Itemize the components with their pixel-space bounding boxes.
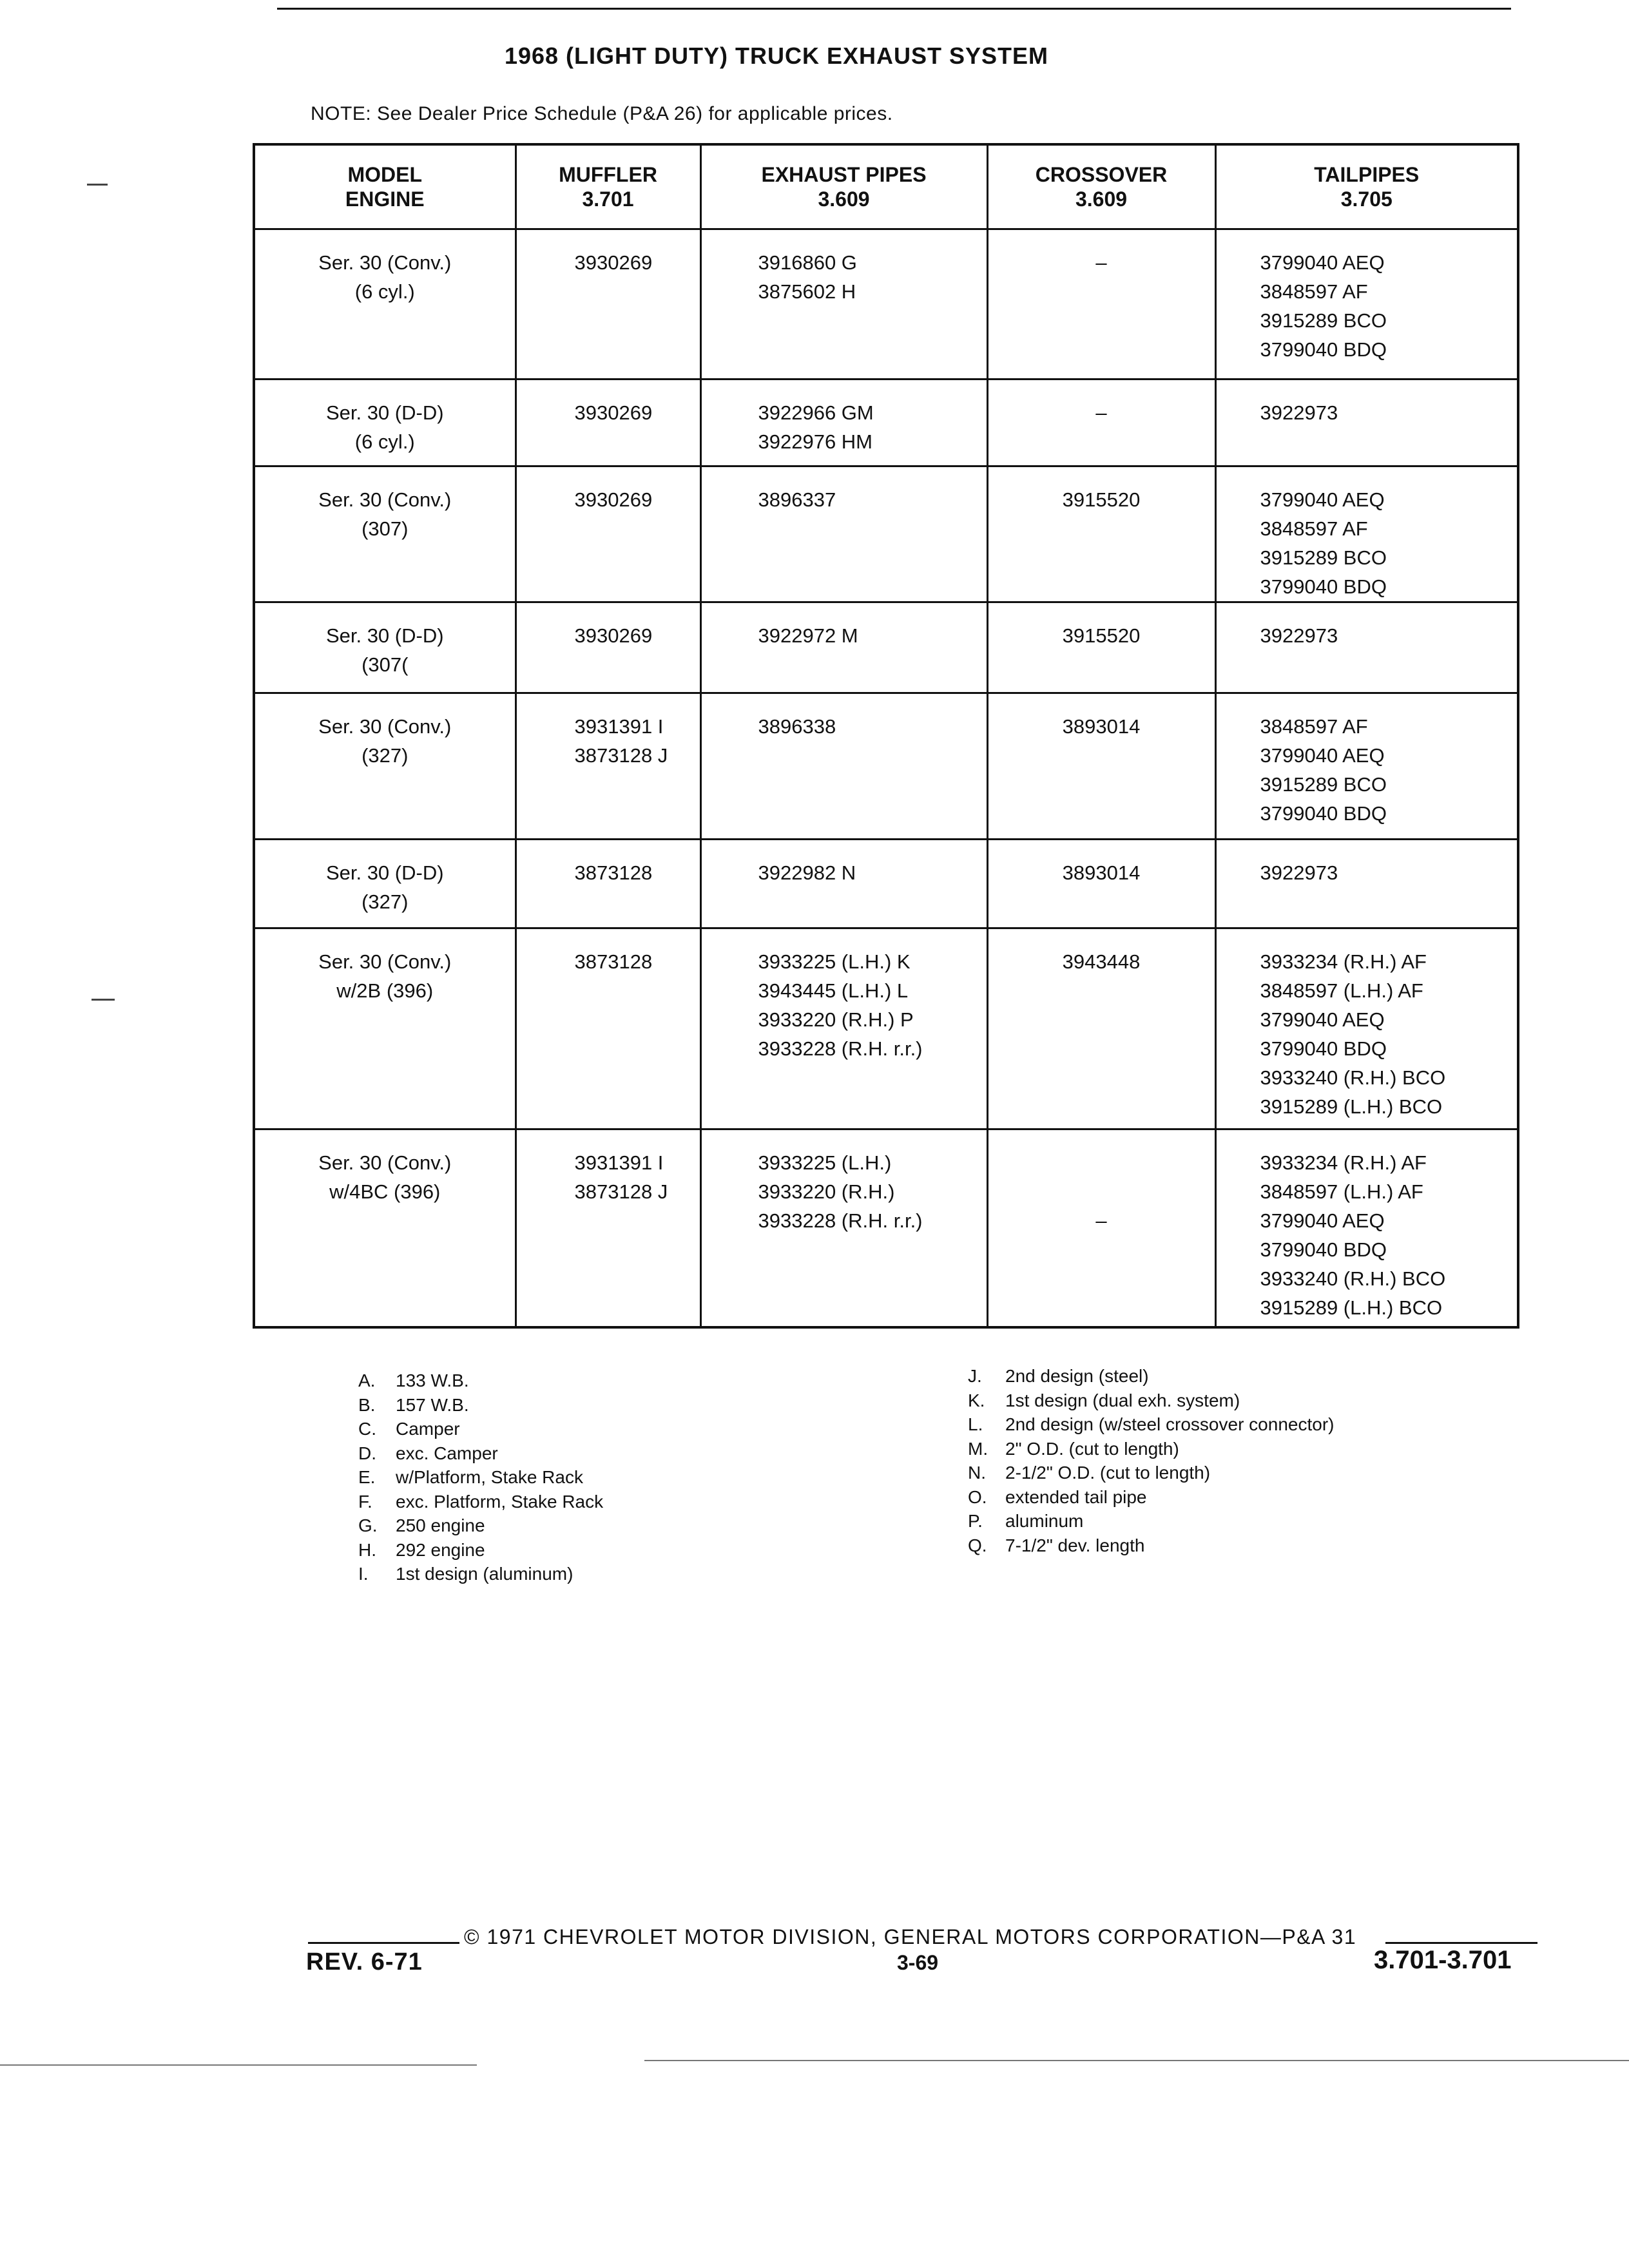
cell-line: 3930269 [574, 488, 653, 511]
cell-line: 3933228 (R.H. r.r.) [758, 1037, 923, 1060]
legend-letter: F. [358, 1491, 372, 1512]
crossover-cell [987, 928, 1215, 1129]
tailpipes-cell [1215, 928, 1518, 1129]
crossover-cell [987, 380, 1215, 466]
legend-item [968, 1364, 1334, 1389]
tailpipes-cell [1215, 693, 1518, 840]
tailpipes-cell [1215, 380, 1518, 466]
column-header: MUFFLER 3.701 [516, 144, 700, 229]
cell-line: 3799040 AEQ [1260, 251, 1385, 274]
page-number: 3-69 [897, 1951, 939, 1974]
legend-text: w/Platform, Stake Rack [396, 1467, 583, 1487]
cell-line [988, 1177, 1215, 1206]
legend-letter: A. [358, 1370, 376, 1390]
crossover-cell [987, 229, 1215, 380]
cell-line: 3922976 HM [758, 430, 873, 453]
legend-item [358, 1369, 603, 1393]
cell-line: – [1095, 251, 1107, 274]
cell-line: Ser. 30 (D-D) [325, 624, 444, 647]
table-row [254, 840, 1518, 928]
legend-item [968, 1533, 1334, 1558]
muffler-cell [516, 380, 700, 466]
legend-text: 2" O.D. (cut to length) [1005, 1438, 1179, 1459]
tailpipes-cell [1215, 466, 1518, 602]
footer-rule-right [1385, 1942, 1537, 1944]
cell-line: 3922972 M [758, 624, 858, 647]
cell-line: 3799040 BDQ [1260, 575, 1387, 598]
cell-line: 3933225 (L.H.) K [758, 950, 911, 973]
cell-line: 3930269 [574, 624, 653, 647]
model-cell [254, 693, 516, 840]
muffler-cell [516, 928, 700, 1129]
cell-line: (6 cyl.) [354, 280, 415, 303]
page-title: 1968 (LIGHT DUTY) TRUCK EXHAUST SYSTEM [504, 43, 1049, 69]
cell-line: 3873128 [574, 950, 653, 973]
exhaust-pipes-cell [700, 602, 987, 693]
cell-line: 3915289 BCO [1260, 309, 1387, 332]
model-cell [254, 602, 516, 693]
cell-line: 3915289 (L.H.) BCO [1260, 1095, 1443, 1118]
legend-item [968, 1485, 1334, 1510]
cell-line: Ser. 30 (D-D) [325, 861, 444, 884]
cell-line: 3922966 GM [758, 401, 874, 424]
cell-line: 3873128 [574, 861, 653, 884]
cell-line: 3896337 [758, 488, 836, 511]
legend-text: exc. Camper [396, 1443, 498, 1463]
cell-line: Ser. 30 (Conv.) [318, 1151, 452, 1174]
cell-line: (307( [361, 653, 409, 676]
legend-text: 292 engine [396, 1539, 485, 1560]
cell-line: 3799040 AEQ [1260, 488, 1385, 511]
legend-text: exc. Platform, Stake Rack [396, 1491, 604, 1512]
legend-text: 1st design (dual exh. system) [1005, 1390, 1240, 1410]
column-header: MODEL ENGINE [254, 144, 516, 229]
model-cell [254, 380, 516, 466]
model-cell [254, 928, 516, 1129]
cell-line: 3933234 (R.H.) AF [1260, 1151, 1427, 1174]
legend-letter: E. [358, 1467, 376, 1487]
bottom-scan-line [0, 2064, 477, 2066]
tailpipes-cell [1215, 229, 1518, 380]
cell-line: 3873128 J [574, 1180, 668, 1203]
cell-line: 3933220 (R.H.) P [758, 1008, 914, 1031]
legend-text: 1st design (aluminum) [396, 1564, 574, 1584]
cell-line: 3933225 (L.H.) [758, 1151, 892, 1174]
table-row [254, 466, 1518, 602]
legend-letter: M. [968, 1438, 988, 1459]
exhaust-pipes-cell [700, 928, 987, 1129]
cell-line: (327) [361, 890, 409, 913]
legend-text: 133 W.B. [396, 1370, 469, 1390]
cell-line: 3799040 BDQ [1260, 338, 1387, 361]
exhaust-pipes-cell [700, 693, 987, 840]
cell-line: 3933220 (R.H.) [758, 1180, 895, 1203]
footnote-legend-right [968, 1364, 1334, 1557]
cell-line: Ser. 30 (Conv.) [318, 251, 452, 274]
cell-line: 3848597 AF [1260, 715, 1368, 738]
model-cell [254, 840, 516, 928]
cell-line: – [1095, 1209, 1107, 1232]
legend-item [968, 1412, 1334, 1437]
cell-line: 3848597 AF [1260, 517, 1368, 540]
tailpipes-cell [1215, 840, 1518, 928]
muffler-cell [516, 229, 700, 380]
table-header-row [254, 144, 1518, 229]
table-row [254, 693, 1518, 840]
table-row [254, 928, 1518, 1129]
table-row [254, 1129, 1518, 1327]
cell-line: 3915289 (L.H.) BCO [1260, 1296, 1443, 1319]
cell-line: 3933234 (R.H.) AF [1260, 950, 1427, 973]
legend-item [358, 1514, 603, 1538]
cell-line: 3915520 [1062, 488, 1141, 511]
cell-line: Ser. 30 (D-D) [325, 401, 444, 424]
legend-letter: H. [358, 1539, 376, 1560]
cell-line: 3915520 [1062, 624, 1141, 647]
cell-line: 3799040 BDQ [1260, 1037, 1387, 1060]
copyright-notice: © 1971 CHEVROLET MOTOR DIVISION, GENERAL MOTORS CORPORATION—P&A 31 [464, 1925, 1357, 1948]
legend-text: 157 W.B. [396, 1394, 469, 1415]
cell-line: – [1095, 401, 1107, 424]
crossover-cell [987, 602, 1215, 693]
exhaust-pipes-cell [700, 840, 987, 928]
column-header: CROSSOVER 3.609 [987, 144, 1215, 229]
cell-line: w/2B (396) [336, 979, 434, 1002]
crossover-cell [987, 693, 1215, 840]
footer-rule-left [308, 1942, 459, 1944]
cell-line: Ser. 30 (Conv.) [318, 488, 452, 511]
legend-item [358, 1465, 603, 1490]
legend-text: 250 engine [396, 1515, 485, 1535]
legend-item [358, 1393, 603, 1418]
legend-letter: D. [358, 1443, 376, 1463]
exhaust-parts-table [253, 143, 1519, 1329]
cell-line: 3933240 (R.H.) BCO [1260, 1267, 1446, 1290]
cell-line: 3931391 I [574, 1151, 664, 1174]
muffler-cell [516, 466, 700, 602]
table-row [254, 229, 1518, 380]
legend-letter: N. [968, 1463, 986, 1483]
cell-line: 3930269 [574, 401, 653, 424]
cell-line: 3943445 (L.H.) L [758, 979, 909, 1002]
bottom-scan-line [644, 2060, 1629, 2061]
cell-line: 3933228 (R.H. r.r.) [758, 1209, 923, 1232]
muffler-cell [516, 602, 700, 693]
exhaust-pipes-cell [700, 1129, 987, 1327]
legend-text: Camper [396, 1419, 460, 1439]
legend-item [358, 1490, 603, 1514]
cell-line: 3799040 AEQ [1260, 744, 1385, 767]
cell-line: 3893014 [1062, 861, 1141, 884]
cell-line: 3848597 (L.H.) AF [1260, 1180, 1423, 1203]
cell-line: 3922973 [1260, 624, 1338, 647]
exhaust-pipes-cell [700, 466, 987, 602]
cell-line: 3848597 (L.H.) AF [1260, 979, 1423, 1002]
cell-line: 3931391 I [574, 715, 664, 738]
crossover-cell [987, 1129, 1215, 1327]
cell-line: 3848597 AF [1260, 280, 1368, 303]
legend-text: 2nd design (steel) [1005, 1366, 1149, 1386]
table-row [254, 602, 1518, 693]
legend-item [358, 1562, 603, 1586]
model-cell [254, 466, 516, 602]
model-cell [254, 229, 516, 380]
crossover-cell [987, 840, 1215, 928]
cell-line: 3930269 [574, 251, 653, 274]
exhaust-pipes-cell [700, 229, 987, 380]
cell-line: 3896338 [758, 715, 836, 738]
revision-label: REV. 6-71 [306, 1948, 423, 1975]
legend-item [358, 1538, 603, 1562]
legend-text: aluminum [1005, 1511, 1084, 1531]
cell-line: 3943448 [1062, 950, 1141, 973]
cell-line: 3922973 [1260, 401, 1338, 424]
section-code: 3.701-3.701 [1374, 1946, 1512, 1974]
cell-line: (6 cyl.) [354, 430, 415, 453]
cell-line: 3916860 G [758, 251, 857, 274]
table-body [254, 229, 1518, 1327]
legend-letter: O. [968, 1486, 987, 1507]
crossover-cell [987, 466, 1215, 602]
legend-letter: C. [358, 1419, 376, 1439]
cell-line: 3915289 BCO [1260, 546, 1387, 569]
legend-letter: Q. [968, 1535, 987, 1555]
cell-line: (327) [361, 744, 409, 767]
exhaust-pipes-cell [700, 380, 987, 466]
legend-letter: B. [358, 1394, 376, 1415]
cell-line: (307) [361, 517, 409, 540]
margin-mark [87, 184, 108, 186]
legend-text: 2nd design (w/steel crossover connector) [1005, 1414, 1335, 1434]
tailpipes-cell [1215, 1129, 1518, 1327]
column-header: EXHAUST PIPES 3.609 [700, 144, 987, 229]
cell-line [988, 1148, 1215, 1177]
legend-letter: L. [968, 1414, 983, 1434]
legend-text: extended tail pipe [1005, 1486, 1147, 1507]
top-rule [277, 8, 1511, 10]
cell-line: 3873128 J [574, 744, 668, 767]
legend-text: 2-1/2" O.D. (cut to length) [1005, 1463, 1211, 1483]
cell-line: 3922973 [1260, 861, 1338, 884]
cell-line: 3799040 AEQ [1260, 1209, 1385, 1232]
legend-letter: G. [358, 1515, 378, 1535]
legend-item [358, 1441, 603, 1466]
cell-line: 3922982 N [758, 861, 856, 884]
cell-line: 3915289 BCO [1260, 773, 1387, 796]
cell-line: Ser. 30 (Conv.) [318, 950, 452, 973]
margin-mark [92, 999, 115, 1001]
cell-line: 3875602 H [758, 280, 856, 303]
table-row [254, 380, 1518, 466]
cell-line: 3799040 BDQ [1260, 802, 1387, 825]
legend-letter: I. [358, 1564, 369, 1584]
legend-item [968, 1389, 1334, 1413]
model-cell [254, 1129, 516, 1327]
legend-letter: P. [968, 1511, 983, 1531]
muffler-cell [516, 1129, 700, 1327]
legend-letter: K. [968, 1390, 985, 1410]
legend-item [968, 1509, 1334, 1533]
cell-line: 3933240 (R.H.) BCO [1260, 1066, 1446, 1089]
cell-line: 3893014 [1062, 715, 1141, 738]
price-note: NOTE: See Dealer Price Schedule (P&A 26) for applicable prices. [311, 103, 893, 124]
tailpipes-cell [1215, 602, 1518, 693]
cell-line: w/4BC (396) [329, 1180, 441, 1203]
cell-line: Ser. 30 (Conv.) [318, 715, 452, 738]
legend-text: 7-1/2" dev. length [1005, 1535, 1145, 1555]
legend-item [968, 1461, 1334, 1485]
column-header: TAILPIPES 3.705 [1215, 144, 1518, 229]
muffler-cell [516, 840, 700, 928]
cell-line: 3799040 AEQ [1260, 1008, 1385, 1031]
legend-item [968, 1437, 1334, 1461]
legend-item [358, 1417, 603, 1441]
muffler-cell [516, 693, 700, 840]
footnote-legend-left [358, 1369, 603, 1586]
cell-line: 3799040 BDQ [1260, 1238, 1387, 1261]
legend-letter: J. [968, 1366, 982, 1386]
